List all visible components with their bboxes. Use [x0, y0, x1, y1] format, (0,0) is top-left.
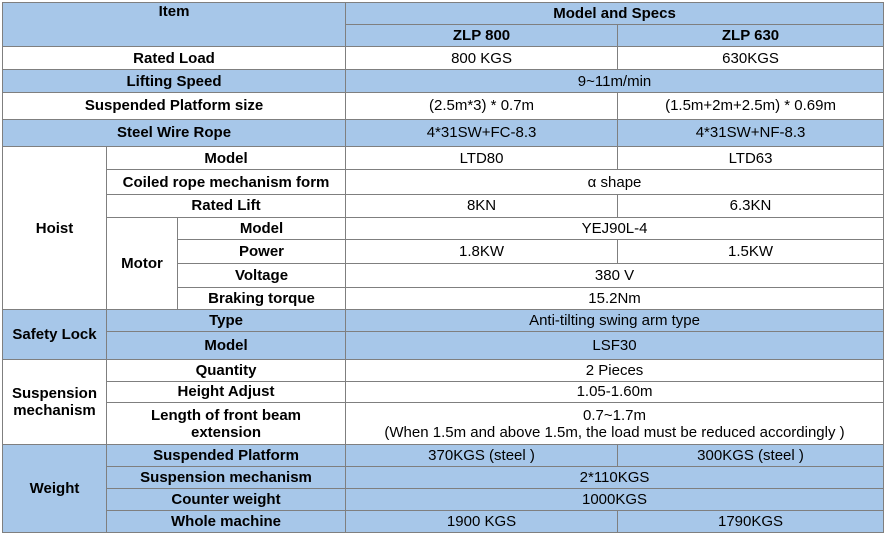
- row-whole-machine: [3, 510, 884, 532]
- label-weight-suspension: Suspension mechanism: [107, 467, 346, 488]
- header-model-zlp630: ZLP 630: [618, 25, 884, 47]
- value-front-beam-range: 0.7~1.7m: [583, 406, 647, 424]
- value-weight-suspension: 2*110KGS: [346, 467, 884, 488]
- row-hoist-model: [3, 147, 884, 170]
- label-braking-torque: Braking torque: [178, 288, 346, 310]
- label-weight-platform: Suspended Platform: [107, 445, 346, 467]
- row-weight-platform: [3, 445, 884, 467]
- value-front-beam-note: (When 1.5m and above 1.5m, the load must be reduced accordingly ): [384, 423, 845, 441]
- label-height-adjust: Height Adjust: [107, 381, 346, 402]
- row-rated-lift: [3, 195, 884, 217]
- row-counter-weight: [3, 488, 884, 510]
- label-whole-machine: Whole machine: [107, 510, 346, 532]
- row-height-adjust: [3, 381, 884, 402]
- row-coiled-rope: [3, 170, 884, 195]
- value-motor-model: YEJ90L-4: [346, 217, 884, 239]
- row-front-beam: [3, 402, 884, 444]
- label-motor-model: Model: [178, 217, 346, 239]
- value-rated-load-a: 800 KGS: [346, 47, 618, 70]
- value-whole-machine-b: 1790KGS: [618, 510, 884, 532]
- label-motor: Motor: [107, 217, 178, 310]
- value-lock-type: Anti-tilting swing arm type: [346, 310, 884, 332]
- row-lock-model: [3, 332, 884, 359]
- value-counter-weight: 1000KGS: [346, 488, 884, 510]
- label-front-beam-line-2: extension: [191, 423, 262, 441]
- label-motor-voltage: Voltage: [178, 263, 346, 287]
- label-hoist: Hoist: [3, 147, 107, 310]
- label-lock-type: Type: [107, 310, 346, 332]
- value-rated-lift-a: 8KN: [346, 195, 618, 217]
- value-weight-platform-a: 370KGS (steel ): [346, 445, 618, 467]
- value-motor-voltage: 380 V: [346, 263, 884, 287]
- label-coiled-rope: Coiled rope mechanism form: [107, 170, 346, 195]
- spec-table: [2, 2, 884, 533]
- label-lock-model: Model: [107, 332, 346, 359]
- value-hoist-model-a: LTD80: [346, 147, 618, 170]
- header-row-1: [3, 3, 884, 25]
- value-height-adjust: 1.05-1.60m: [346, 381, 884, 402]
- row-motor-model: [3, 217, 884, 239]
- label-suspension-line-2: mechanism: [13, 401, 96, 419]
- row-wire-rope: [3, 119, 884, 146]
- label-rated-lift: Rated Lift: [107, 195, 346, 217]
- label-wire-rope: Steel Wire Rope: [3, 119, 346, 146]
- label-front-beam-line-1: Length of front beam: [151, 406, 302, 424]
- value-platform-size-b: (1.5m+2m+2.5m) * 0.69m: [618, 92, 884, 119]
- label-hoist-model: Model: [107, 147, 346, 170]
- value-lock-model: LSF30: [346, 332, 884, 359]
- value-coiled-rope: α shape: [346, 170, 884, 195]
- value-hoist-model-b: LTD63: [618, 147, 884, 170]
- label-suspension-mechanism: [3, 359, 107, 445]
- value-rated-load-b: 630KGS: [618, 47, 884, 70]
- value-platform-size-a: (2.5m*3) * 0.7m: [346, 92, 618, 119]
- row-lifting-speed: [3, 70, 884, 92]
- value-motor-power-a: 1.8KW: [346, 239, 618, 263]
- row-lock-type: [3, 310, 884, 332]
- label-quantity: Quantity: [107, 359, 346, 381]
- row-rated-load: [3, 47, 884, 70]
- row-weight-suspension: [3, 467, 884, 488]
- label-safety-lock: Safety Lock: [3, 310, 107, 359]
- value-front-beam: [346, 402, 884, 444]
- label-front-beam: [107, 402, 346, 444]
- label-motor-power: Power: [178, 239, 346, 263]
- row-quantity: [3, 359, 884, 381]
- row-platform-size: [3, 92, 884, 119]
- label-lifting-speed: Lifting Speed: [3, 70, 346, 92]
- label-platform-size: Suspended Platform size: [3, 92, 346, 119]
- value-wire-rope-b: 4*31SW+NF-8.3: [618, 119, 884, 146]
- label-rated-load: Rated Load: [3, 47, 346, 70]
- header-model-zlp800: ZLP 800: [346, 25, 618, 47]
- value-lifting-speed: 9~11m/min: [346, 70, 884, 92]
- value-wire-rope-a: 4*31SW+FC-8.3: [346, 119, 618, 146]
- value-weight-platform-b: 300KGS (steel ): [618, 445, 884, 467]
- header-model-specs: Model and Specs: [346, 3, 884, 25]
- value-quantity: 2 Pieces: [346, 359, 884, 381]
- value-motor-power-b: 1.5KW: [618, 239, 884, 263]
- value-rated-lift-b: 6.3KN: [618, 195, 884, 217]
- header-item: Item: [3, 3, 346, 47]
- label-weight: Weight: [3, 445, 107, 533]
- value-braking-torque: 15.2Nm: [346, 288, 884, 310]
- value-whole-machine-a: 1900 KGS: [346, 510, 618, 532]
- label-suspension-line-1: Suspension: [11, 384, 97, 402]
- label-counter-weight: Counter weight: [107, 488, 346, 510]
